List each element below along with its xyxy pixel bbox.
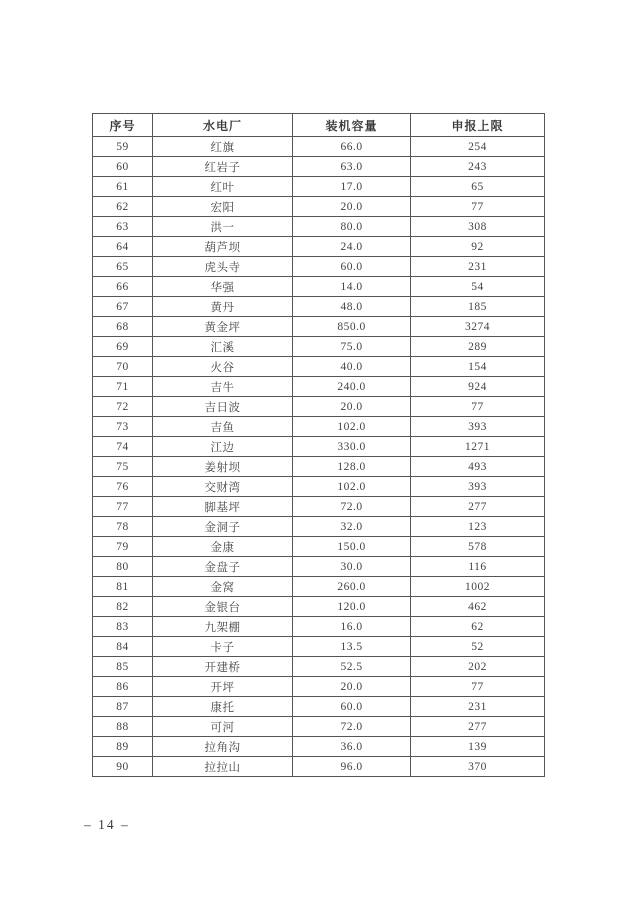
table-row [93,437,545,457]
serial-number-cell: 87 [93,697,153,717]
serial-number-cell: 78 [93,517,153,537]
table-row [93,477,545,497]
plant-name-cell: 姜射坝 [153,457,293,477]
declaration-limit-cell: 370 [411,757,545,777]
plant-name-cell: 拉拉山 [153,757,293,777]
installed-capacity-cell: 30.0 [293,557,411,577]
table-row [93,577,545,597]
installed-capacity-cell: 20.0 [293,197,411,217]
declaration-limit-cell: 462 [411,597,545,617]
serial-number-cell: 64 [93,237,153,257]
declaration-limit-cell: 243 [411,157,545,177]
serial-number-cell: 65 [93,257,153,277]
declaration-limit-cell: 308 [411,217,545,237]
plant-name-cell: 开坪 [153,677,293,697]
plant-name-cell: 黄丹 [153,297,293,317]
installed-capacity-cell: 128.0 [293,457,411,477]
plant-name-cell: 金盘子 [153,557,293,577]
installed-capacity-cell: 102.0 [293,417,411,437]
serial-number-cell: 83 [93,617,153,637]
plant-name-cell: 黄金坪 [153,317,293,337]
plant-name-cell: 红旗 [153,137,293,157]
serial-number-cell: 86 [93,677,153,697]
plant-name-cell: 红岩子 [153,157,293,177]
serial-number-cell: 59 [93,137,153,157]
declaration-limit-cell: 231 [411,697,545,717]
table-row [93,617,545,637]
installed-capacity-cell: 260.0 [293,577,411,597]
serial-number-cell: 72 [93,397,153,417]
serial-number-cell: 81 [93,577,153,597]
table-row [93,397,545,417]
declaration-limit-cell: 202 [411,657,545,677]
header-installed-capacity: 装机容量 [293,114,411,137]
installed-capacity-cell: 72.0 [293,497,411,517]
installed-capacity-cell: 850.0 [293,317,411,337]
plant-name-cell: 华强 [153,277,293,297]
declaration-limit-cell: 123 [411,517,545,537]
serial-number-cell: 85 [93,657,153,677]
serial-number-cell: 60 [93,157,153,177]
serial-number-cell: 67 [93,297,153,317]
declaration-limit-cell: 924 [411,377,545,397]
serial-number-cell: 70 [93,357,153,377]
declaration-limit-cell: 77 [411,397,545,417]
plant-name-cell: 虎头寺 [153,257,293,277]
installed-capacity-cell: 75.0 [293,337,411,357]
plant-name-cell: 卡子 [153,637,293,657]
plant-name-cell: 吉牛 [153,377,293,397]
plant-name-cell: 九架棚 [153,617,293,637]
table-row [93,497,545,517]
plant-name-cell: 交财湾 [153,477,293,497]
table-row [93,697,545,717]
table-row [93,457,545,477]
installed-capacity-cell: 150.0 [293,537,411,557]
declaration-limit-cell: 77 [411,677,545,697]
declaration-limit-cell: 1271 [411,437,545,457]
installed-capacity-cell: 102.0 [293,477,411,497]
plant-name-cell: 葫芦坝 [153,237,293,257]
declaration-limit-cell: 493 [411,457,545,477]
plant-name-cell: 金洞子 [153,517,293,537]
declaration-limit-cell: 62 [411,617,545,637]
installed-capacity-cell: 72.0 [293,717,411,737]
table-row [93,297,545,317]
declaration-limit-cell: 154 [411,357,545,377]
plant-name-cell: 金康 [153,537,293,557]
installed-capacity-cell: 60.0 [293,697,411,717]
declaration-limit-cell: 254 [411,137,545,157]
plant-name-cell: 金银台 [153,597,293,617]
installed-capacity-cell: 66.0 [293,137,411,157]
installed-capacity-cell: 16.0 [293,617,411,637]
installed-capacity-cell: 32.0 [293,517,411,537]
table-row [93,677,545,697]
header-plant-name: 水电厂 [153,114,293,137]
declaration-limit-cell: 77 [411,197,545,217]
table-row [93,737,545,757]
serial-number-cell: 80 [93,557,153,577]
installed-capacity-cell: 120.0 [293,597,411,617]
serial-number-cell: 76 [93,477,153,497]
installed-capacity-cell: 52.5 [293,657,411,677]
declaration-limit-cell: 277 [411,497,545,517]
table-row [93,157,545,177]
table-row [93,597,545,617]
hydropower-plants-table [92,113,545,777]
declaration-limit-cell: 289 [411,337,545,357]
serial-number-cell: 84 [93,637,153,657]
table-row [93,217,545,237]
table-row [93,197,545,217]
plant-name-cell: 可河 [153,717,293,737]
installed-capacity-cell: 240.0 [293,377,411,397]
declaration-limit-cell: 1002 [411,577,545,597]
serial-number-cell: 79 [93,537,153,557]
installed-capacity-cell: 80.0 [293,217,411,237]
installed-capacity-cell: 60.0 [293,257,411,277]
installed-capacity-cell: 17.0 [293,177,411,197]
serial-number-cell: 66 [93,277,153,297]
plant-name-cell: 吉日波 [153,397,293,417]
installed-capacity-cell: 14.0 [293,277,411,297]
serial-number-cell: 75 [93,457,153,477]
declaration-limit-cell: 277 [411,717,545,737]
declaration-limit-cell: 65 [411,177,545,197]
table-row [93,537,545,557]
plant-name-cell: 洪一 [153,217,293,237]
table-row [93,657,545,677]
table-row [93,717,545,737]
installed-capacity-cell: 48.0 [293,297,411,317]
table-row [93,137,545,157]
serial-number-cell: 69 [93,337,153,357]
serial-number-cell: 73 [93,417,153,437]
table-row [93,377,545,397]
table-row [93,417,545,437]
table-row [93,177,545,197]
declaration-limit-cell: 578 [411,537,545,557]
table-row [93,637,545,657]
installed-capacity-cell: 330.0 [293,437,411,457]
declaration-limit-cell: 116 [411,557,545,577]
installed-capacity-cell: 20.0 [293,677,411,697]
serial-number-cell: 62 [93,197,153,217]
serial-number-cell: 90 [93,757,153,777]
table-row [93,237,545,257]
plant-name-cell: 吉鱼 [153,417,293,437]
declaration-limit-cell: 139 [411,737,545,757]
plant-name-cell: 脚基坪 [153,497,293,517]
installed-capacity-cell: 40.0 [293,357,411,377]
plant-name-cell: 江边 [153,437,293,457]
installed-capacity-cell: 20.0 [293,397,411,417]
table-row [93,517,545,537]
table-row [93,277,545,297]
serial-number-cell: 63 [93,217,153,237]
table-row [93,337,545,357]
plant-name-cell: 汇溪 [153,337,293,357]
table-row [93,757,545,777]
serial-number-cell: 74 [93,437,153,457]
serial-number-cell: 61 [93,177,153,197]
installed-capacity-cell: 96.0 [293,757,411,777]
declaration-limit-cell: 231 [411,257,545,277]
declaration-limit-cell: 393 [411,477,545,497]
page-number: – 14 – [84,817,130,832]
table-row [93,317,545,337]
table-row [93,557,545,577]
serial-number-cell: 68 [93,317,153,337]
table-header-row [93,114,545,137]
plant-name-cell: 拉角沟 [153,737,293,757]
declaration-limit-cell: 54 [411,277,545,297]
declaration-limit-cell: 52 [411,637,545,657]
installed-capacity-cell: 13.5 [293,637,411,657]
plant-name-cell: 康托 [153,697,293,717]
header-serial-number: 序号 [93,114,153,137]
serial-number-cell: 88 [93,717,153,737]
serial-number-cell: 82 [93,597,153,617]
declaration-limit-cell: 3274 [411,317,545,337]
declaration-limit-cell: 185 [411,297,545,317]
serial-number-cell: 89 [93,737,153,757]
installed-capacity-cell: 24.0 [293,237,411,257]
serial-number-cell: 77 [93,497,153,517]
table-row [93,357,545,377]
declaration-limit-cell: 393 [411,417,545,437]
installed-capacity-cell: 36.0 [293,737,411,757]
serial-number-cell: 71 [93,377,153,397]
plant-name-cell: 开建桥 [153,657,293,677]
plant-name-cell: 金窝 [153,577,293,597]
plant-name-cell: 火谷 [153,357,293,377]
table-row [93,257,545,277]
installed-capacity-cell: 63.0 [293,157,411,177]
header-declaration-limit: 申报上限 [411,114,545,137]
plant-name-cell: 红叶 [153,177,293,197]
plant-name-cell: 宏阳 [153,197,293,217]
declaration-limit-cell: 92 [411,237,545,257]
